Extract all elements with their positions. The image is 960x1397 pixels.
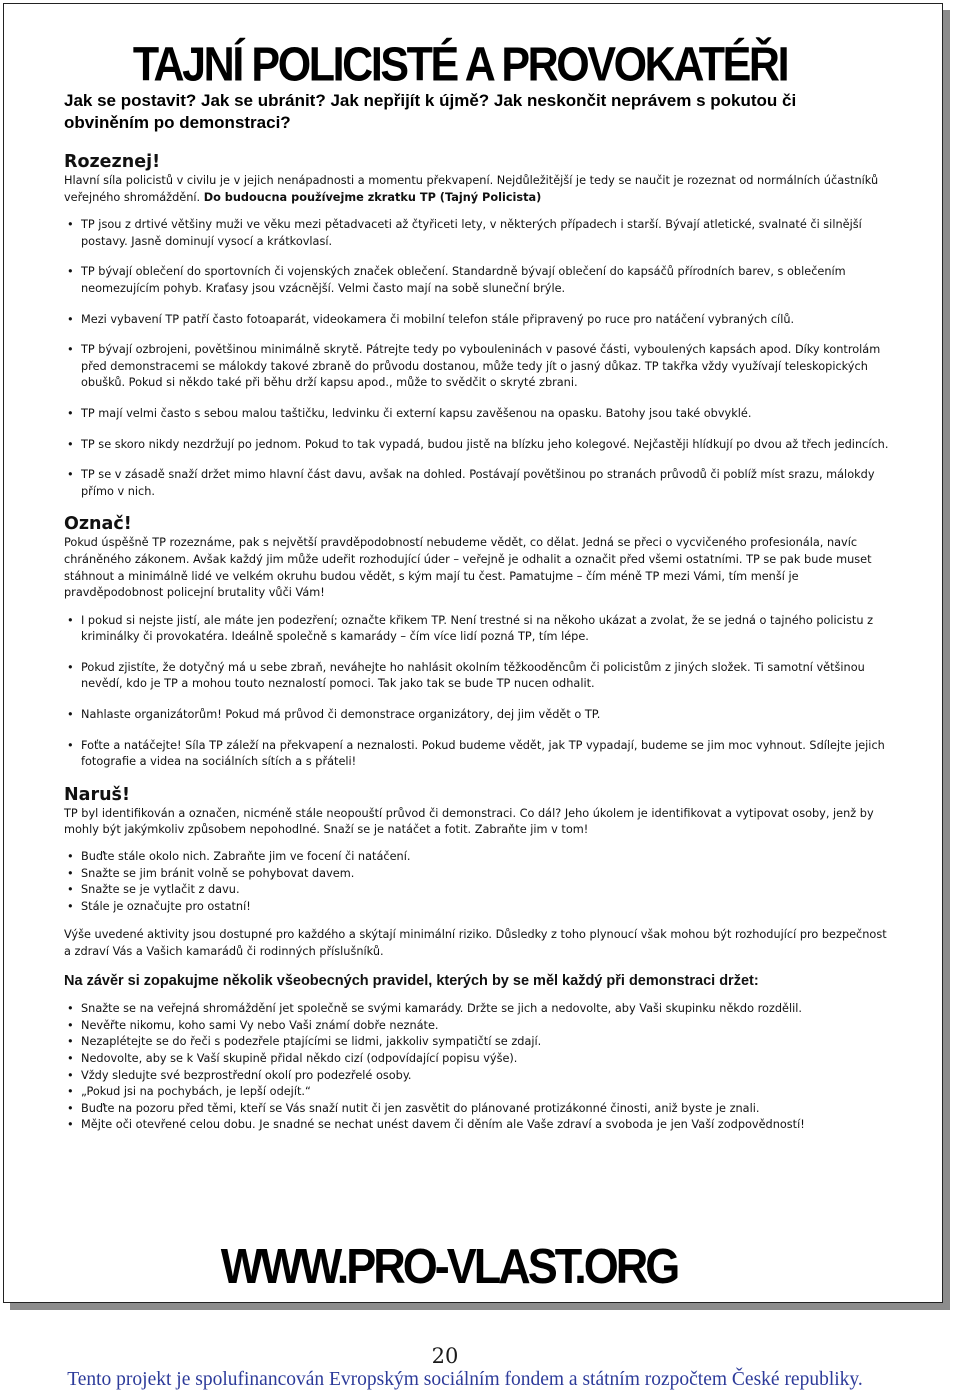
bullet-icon: • xyxy=(67,1018,74,1032)
list-item-text: Snažte se jim bránit volně se pohybovat davem. xyxy=(81,866,355,880)
list-item-text: TP se v zásadě snaží držet mimo hlavní část davu, avšak na dohled. Postávají povětšinou po stranách průvodů či poblíž míst srazu, málokdy přímo v nich. xyxy=(81,468,875,498)
list-item xyxy=(64,660,894,693)
list-item xyxy=(64,1018,894,1035)
website-url: WWW.PRO-VLAST.ORG xyxy=(220,1238,678,1295)
closing-bullet-list xyxy=(64,1001,894,1134)
bullet-icon: • xyxy=(67,738,74,752)
bullet-icon: • xyxy=(67,343,74,357)
list-item xyxy=(64,1001,894,1018)
bullet-icon: • xyxy=(67,899,74,913)
list-item-text: TP bývají oblečení do sportovních či vojenských značek oblečení. Standardně bývají oblečení do kapsáčů přírodních barev, s oblečením neomezujícím pohyb. Kraťasy jsou vzácnější. Velmi často mají na sobě sluneční brýle. xyxy=(81,265,846,295)
list-item xyxy=(64,1051,894,1068)
list-item-text: I pokud si nejste jistí, ale máte jen podezření; označte křikem TP. Není trestné si na někoho ukázat a zvolat, že se jedná o tajného policistu z kriminálky či provokatéra. Ideálně společně s kamarády – čím více lidí pozná TP, tím lépe. xyxy=(81,613,874,644)
list-item xyxy=(64,1084,894,1101)
bullet-icon: • xyxy=(67,1118,74,1132)
section-rozeznej xyxy=(64,152,894,500)
list-item xyxy=(64,738,894,771)
list-item xyxy=(64,264,894,297)
list-item-text: TP bývají ozbrojeni, povětšinou minimálně skrytě. Pátrejte tedy po vybouleninách v pasové části, vyboulených kapsách apod. Díky kontrolám před demonstracemi se málokdy takové zbraně do průvodu dostanou, může tedy jít o jasný důkaz. TP takřka vždy využívají teleskopických obušků. Pokud si někdo také při běhu drží kapsu apod., může to svědčit o skryté zbrani. xyxy=(81,343,881,390)
bullet-icon: • xyxy=(67,1068,74,1082)
section-bullet-list xyxy=(64,849,894,915)
bullet-icon: • xyxy=(67,1035,74,1049)
section-closing xyxy=(64,973,894,1134)
bullet-icon: • xyxy=(67,1101,74,1115)
section-intro: Pokud úspěšně TP rozeznáme, pak s největší pravděpodobností nebudeme vědět, co dělat. Jedná se přeci o vycvičeného profesionála, navíc chráněného zákonem. Avšak každý jim může udeřit rozhodující úder – veřejně je odhalit a označit před všemi ostatními. TP se pak bude muset stáhnout a minimálně lidé ve velkém okruhu budou vědět, s kým mají tu čest. Pamatujme – čím méně TP mezi Vámi, tím menší je pravděpodobnost policejní brutality vůči Vám! xyxy=(64,536,872,600)
list-item xyxy=(64,707,894,724)
bullet-icon: • xyxy=(67,708,74,722)
list-item-text: TP jsou z drtivé většiny muži ve věku mezi pětadvaceti až čtyřiceti lety, v některých případech i starší. Bývají atletické, svalnaté či silnější postavy. Jasně dominují vysocí a krátkovlasí. xyxy=(81,218,862,248)
section-bullet-list xyxy=(64,613,894,771)
bullet-icon: • xyxy=(67,406,74,420)
list-item xyxy=(64,1117,894,1134)
bullet-icon: • xyxy=(67,866,74,880)
list-item-text: Nevěřte nikomu, koho sami Vy nebo Vaši známí dobře neznáte. xyxy=(81,1018,439,1032)
list-item xyxy=(64,1101,894,1118)
bullet-icon: • xyxy=(67,468,74,482)
section-outro: Výše uvedené aktivity jsou dostupné pro každého a skýtají minimální riziko. Důsledky z toho plynoucí však mohou být rozhodující pro bezpečnost a zdraví Vás a Vašich kamarádů či rodinných příslušníků. xyxy=(64,928,887,958)
bullet-icon: • xyxy=(67,883,74,897)
list-item xyxy=(64,467,894,500)
leaflet-content xyxy=(64,152,894,1134)
bullet-icon: • xyxy=(67,1051,74,1065)
bullet-icon: • xyxy=(67,218,74,232)
section-title: Naruš! xyxy=(64,784,130,805)
list-item-text: „Pokud jsi na pochybách, je lepší odejít.“ xyxy=(81,1085,311,1099)
list-item xyxy=(64,217,894,250)
section-oznac xyxy=(64,514,894,771)
list-item xyxy=(64,866,894,883)
section-narus xyxy=(64,785,894,961)
intro-bold-text: Do budoucna používejme zkratku TP (Tajný Policista) xyxy=(203,190,542,204)
list-item-text: TP mají velmi často s sebou malou taštičku, ledvinku či externí kapsu zavěšenou na opasku. Batohy jsou také obvyklé. xyxy=(81,406,752,420)
list-item xyxy=(64,849,894,866)
section-intro xyxy=(64,173,894,206)
bullet-icon: • xyxy=(67,660,74,674)
headline: TAJNÍ POLICISTÉ A PROVOKATÉŘI xyxy=(132,38,788,92)
list-item xyxy=(64,437,894,454)
bullet-icon: • xyxy=(67,1002,74,1016)
list-item-text: Pokud zjistíte, že dotyčný má u sebe zbraň, neváhejte ho nahlásit okolním těžkooděncům či policistům z jiných složek. Ti samotní většinou nevědí, kdo je TP a mohou touto neznalostí pomoci. Tak jako tak se bude TP nucen odhalit. xyxy=(81,660,865,691)
page-number: 20 xyxy=(431,1344,459,1368)
list-item xyxy=(64,406,894,423)
list-item xyxy=(64,882,894,899)
list-item-text: Mezi vybavení TP patří často fotoaparát, videokamera či mobilní telefon stále připravený po ruce pro natáčení vybraných cílů. xyxy=(81,312,795,326)
section-title: Rozeznej! xyxy=(64,152,161,172)
list-item-text: Stále je označujte pro ostatní! xyxy=(81,899,251,913)
bullet-icon: • xyxy=(67,312,74,326)
section-title: Označ! xyxy=(64,514,132,535)
list-item xyxy=(64,613,894,646)
bullet-icon: • xyxy=(67,613,74,627)
list-item xyxy=(64,1034,894,1051)
closing-title: Na závěr si zopakujme několik všeobecných pravidel, kterých by se měl každý při demonstraci držet: xyxy=(64,972,759,989)
list-item-text: Buďte stále okolo nich. Zabraňte jim ve focení či natáčení. xyxy=(81,850,411,864)
list-item xyxy=(64,899,894,916)
section-bullet-list xyxy=(64,217,894,500)
bullet-icon: • xyxy=(67,265,74,279)
list-item-text: Foťte a natáčejte! Síla TP záleží na překvapení a neznalosti. Pokud budeme vědět, jak TP vypadají, budeme se jim moc vyhnout. Sdílejte jejich fotografie a videa na sociálních sítích a s přáteli! xyxy=(81,738,885,769)
list-item-text: Nahlaste organizátorům! Pokud má průvod či demonstrace organizátory, dej jim vědět o TP. xyxy=(81,708,601,722)
list-item-text: Vždy sledujte své bezprostřední okolí pro podezřelé osoby. xyxy=(81,1068,412,1082)
section-intro: TP byl identifikován a označen, nicméně stále neopouští průvod či demonstraci. Co dál? Jeho úkolem je identifikovat a vytipovat osoby, jenž by mohly být jakýmkoliv způsobem nepohodlné. Snaží se je natáčet a fotit. Zabraňte jim v tom! xyxy=(64,806,874,837)
list-item-text: Nedovolte, aby se k Vaší skupině přidal někdo cizí (odpovídající popisu výše). xyxy=(81,1051,518,1065)
list-item-text: TP se skoro nikdy nezdržují po jednom. Pokud to tak vypadá, budou jistě na blízku jeho kolegové. Nejčastěji hlídkují po dvou až třech jedincích. xyxy=(81,437,889,451)
list-item-text: Buďte na pozoru před těmi, kteří se Vás snaží nutit či jen zasvětit do plánované protizákonné činosti, aniž byste je znali. xyxy=(81,1101,760,1115)
list-item-text: Snažte se je vytlačit z davu. xyxy=(81,883,240,897)
list-item-text: Mějte oči otevřené celou dobu. Je snadné se nechat unést davem či děním ale Vaše zdraví a svoboda je jen Vaší zodpovědností! xyxy=(81,1118,805,1132)
bullet-icon: • xyxy=(67,1085,74,1099)
list-item xyxy=(64,1068,894,1085)
list-item xyxy=(64,342,894,392)
intro-text: Hlavní síla policistů v civilu je v jejich nenápadnosti a momentu překvapení. Nejdůležitější je tedy se naučit je rozeznat od normálních účastníků veřejného shromáždění. xyxy=(64,174,879,204)
subtitle: Jak se postavit? Jak se ubránit? Jak nepřijít k újmě? Jak neskončit neprávem s pokutou či obviněním po demonstraci? xyxy=(64,91,797,132)
bullet-icon: • xyxy=(67,437,74,451)
footer-funding-note: Tento projekt je spolufinancován Evropským sociálním fondem a státním rozpočtem České republiky. xyxy=(67,1369,863,1390)
list-item-text: Snažte se na veřejná shromáždění jet společně se svými kamarády. Držte se jich a nedovolte, aby Vaši skupinku někdo rozdělil. xyxy=(81,1002,802,1016)
leaflet-panel xyxy=(3,3,943,1303)
list-item xyxy=(64,312,894,329)
bullet-icon: • xyxy=(67,850,74,864)
list-item-text: Nezaplétejte se do řeči s podezřele ptajícími se lidmi, jakkoliv sympatičtí se zdají. xyxy=(81,1035,542,1049)
